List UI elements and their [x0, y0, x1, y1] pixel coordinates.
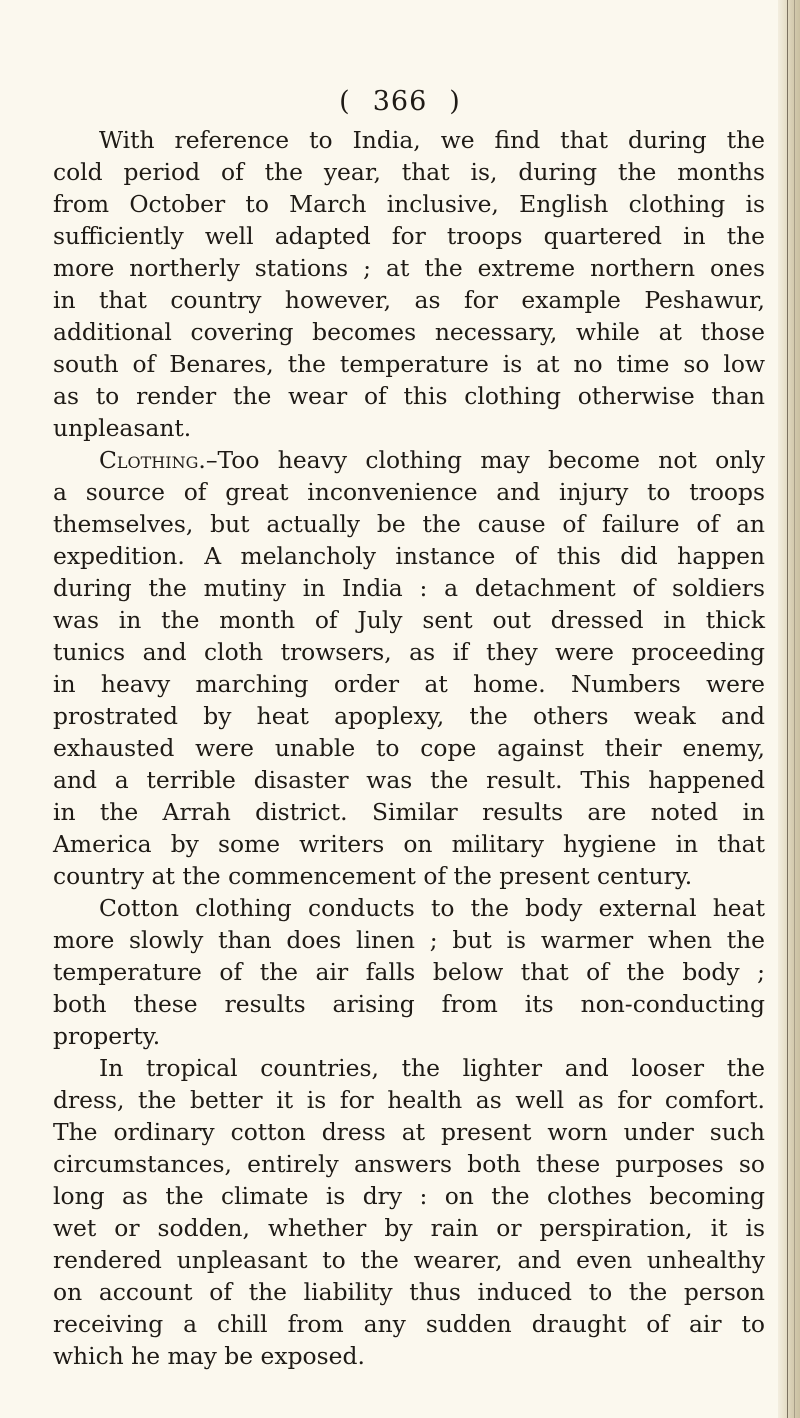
- text-line: south of Benares, the temperature is at no time so low: [53, 350, 765, 378]
- text-line: prostrated by heat apoplexy, the others weak and: [53, 702, 765, 730]
- page-edge-line: [787, 0, 788, 1418]
- text-line: and a terrible disaster was the result. This happened: [53, 766, 765, 794]
- text-line: was in the month of July sent out dressed in thick: [53, 606, 765, 634]
- text-line: wet or sodden, whether by rain or perspiration, it is: [53, 1214, 765, 1242]
- text-line: receiving a chill from any sudden draught of air to: [53, 1310, 765, 1338]
- text-line: in heavy marching order at home. Numbers were: [53, 670, 765, 698]
- document-body: [53, 124, 765, 1372]
- text-line: circumstances, entirely answers both these purposes so: [53, 1150, 765, 1178]
- text-line: country at the commencement of the present century.: [53, 862, 693, 890]
- text-line: during the mutiny in India : a detachment of soldiers: [53, 574, 765, 602]
- text-line: temperature of the air falls below that of the body ;: [53, 958, 765, 986]
- page-number-header: [0, 86, 800, 117]
- text-line: long as the climate is dry : on the clothes becoming: [53, 1182, 765, 1210]
- text-line: more northerly stations ; at the extreme northern ones: [53, 254, 765, 282]
- text-line: With reference to India, we find that during the: [99, 126, 765, 154]
- text-line: in the Arrah district. Similar results are noted in: [53, 798, 765, 826]
- text-line: additional covering becomes necessary, while at those: [53, 318, 765, 346]
- text-line: exhausted were unable to cope against their enemy,: [53, 734, 765, 762]
- text-line: on account of the liability thus induced to the person: [53, 1278, 765, 1306]
- text-line: expedition. A melancholy instance of this did happen: [53, 542, 765, 570]
- section-heading: Clothing.: [99, 446, 206, 474]
- text-line: more slowly than does linen ; but is warmer when the: [53, 926, 765, 954]
- page-edge: [778, 0, 800, 1418]
- text-line: as to render the wear of this clothing otherwise than: [53, 382, 765, 410]
- page-number: 366: [372, 86, 428, 117]
- text-line: rendered unpleasant to the wearer, and even unhealthy: [53, 1246, 765, 1274]
- text-line: themselves, but actually be the cause of failure of an: [53, 510, 765, 538]
- text-line: property.: [53, 1022, 161, 1050]
- close-paren: ): [449, 86, 461, 117]
- text-line: The ordinary cotton dress at present worn under such: [53, 1118, 765, 1146]
- paragraph-line-with-heading: [53, 444, 765, 476]
- text-line: a source of great inconvenience and injury to troops: [53, 478, 765, 506]
- text-line: sufficiently well adapted for troops quartered in the: [53, 222, 765, 250]
- text-line: tunics and cloth trowsers, as if they were proceeding: [53, 638, 765, 666]
- text-line: dress, the better it is for health as well as for comfort.: [53, 1086, 765, 1114]
- text-line: from October to March inclusive, English clothing is: [53, 190, 765, 218]
- text-line: In tropical countries, the lighter and looser the: [99, 1054, 765, 1082]
- text-line: in that country however, as for example Peshawur,: [53, 286, 765, 314]
- text-fragment: –Too heavy clothing may become not only: [205, 446, 765, 474]
- text-line: unpleasant.: [53, 414, 192, 442]
- open-paren: (: [339, 86, 351, 117]
- page-edge-line-inner: [794, 0, 795, 1418]
- text-line: which he may be exposed.: [53, 1342, 365, 1370]
- text-line: America by some writers on military hygiene in that: [53, 830, 765, 858]
- text-line: both these results arising from its non-conducting: [53, 990, 765, 1018]
- text-line: Cotton clothing conducts to the body external heat: [99, 894, 765, 922]
- text-line: cold period of the year, that is, during the months: [53, 158, 765, 186]
